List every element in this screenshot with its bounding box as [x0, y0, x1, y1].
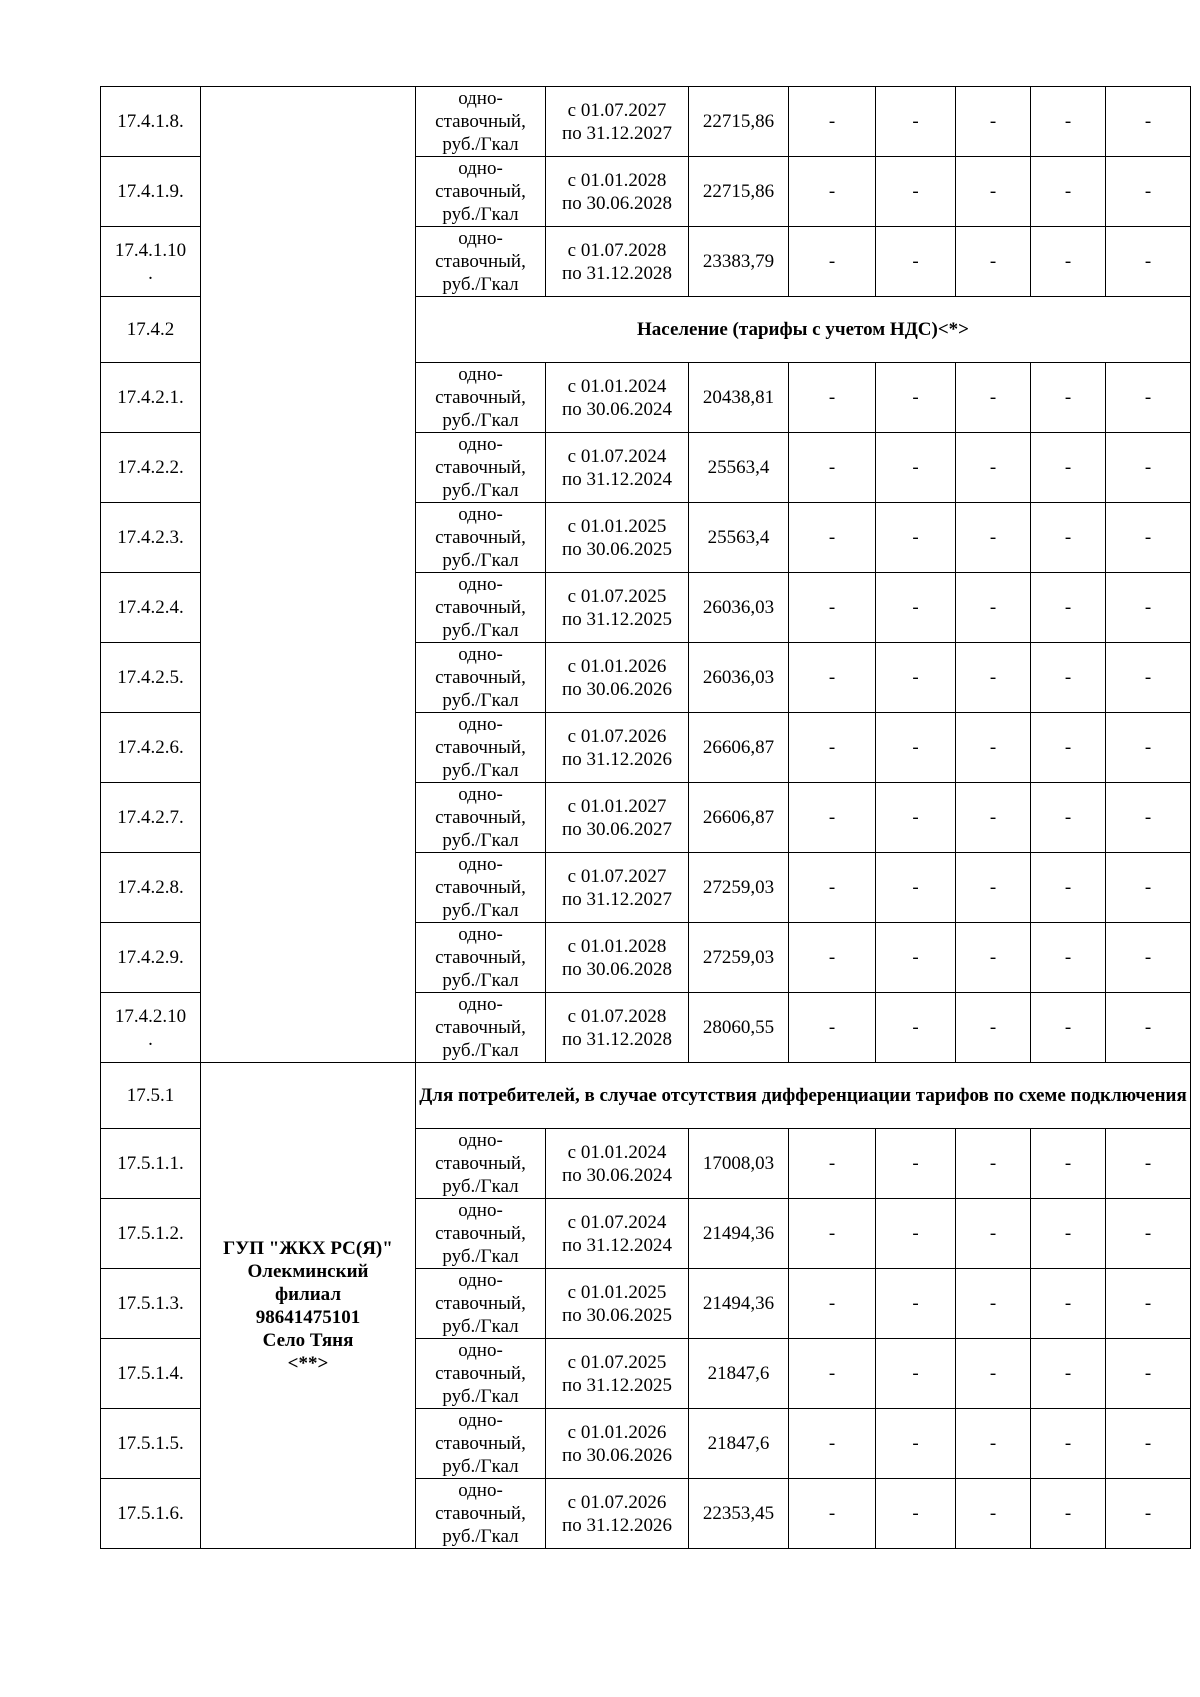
- tariff-type: одно- ставочный, руб./Гкал: [416, 433, 546, 503]
- empty-value-dash: -: [1031, 713, 1106, 783]
- empty-value-dash: -: [1106, 1339, 1191, 1409]
- empty-value-dash: -: [876, 1479, 956, 1549]
- empty-value-dash: -: [1106, 1129, 1191, 1199]
- row-number: 17.5.1.1.: [101, 1129, 201, 1199]
- empty-value-dash: -: [1031, 157, 1106, 227]
- validity-period: с 01.01.2024 по 30.06.2024: [546, 363, 689, 433]
- empty-value-dash: -: [1031, 783, 1106, 853]
- tariff-table-body: [101, 87, 1191, 1549]
- tariff-type: одно- ставочный, руб./Гкал: [416, 363, 546, 433]
- validity-period: с 01.07.2028 по 31.12.2028: [546, 227, 689, 297]
- empty-value-dash: -: [789, 993, 876, 1063]
- tariff-value: 21847,6: [689, 1409, 789, 1479]
- empty-value-dash: -: [1031, 923, 1106, 993]
- empty-value-dash: -: [876, 993, 956, 1063]
- section-title: Для потребителей, в случае отсутствия дифференциации тарифов по схеме подключения: [416, 1063, 1191, 1129]
- empty-value-dash: -: [1106, 1269, 1191, 1339]
- empty-value-dash: -: [1106, 503, 1191, 573]
- tariff-type: одно- ставочный, руб./Гкал: [416, 573, 546, 643]
- validity-period: с 01.01.2024 по 30.06.2024: [546, 1129, 689, 1199]
- empty-value-dash: -: [789, 157, 876, 227]
- section-number: 17.4.2: [101, 297, 201, 363]
- row-number: 17.4.2.8.: [101, 853, 201, 923]
- empty-value-dash: -: [876, 1409, 956, 1479]
- tariff-table: [100, 86, 1191, 1549]
- empty-value-dash: -: [1031, 573, 1106, 643]
- empty-value-dash: -: [956, 783, 1031, 853]
- tariff-type: одно- ставочный, руб./Гкал: [416, 1199, 546, 1269]
- empty-value-dash: -: [1031, 363, 1106, 433]
- tariff-type: одно- ставочный, руб./Гкал: [416, 1129, 546, 1199]
- validity-period: с 01.07.2027 по 31.12.2027: [546, 87, 689, 157]
- row-number: 17.4.2.5.: [101, 643, 201, 713]
- empty-value-dash: -: [1031, 1409, 1106, 1479]
- tariff-type: одно- ставочный, руб./Гкал: [416, 1479, 546, 1549]
- empty-value-dash: -: [876, 1339, 956, 1409]
- validity-period: с 01.01.2028 по 30.06.2028: [546, 923, 689, 993]
- empty-value-dash: -: [876, 783, 956, 853]
- empty-value-dash: -: [956, 227, 1031, 297]
- tariff-value: 26036,03: [689, 643, 789, 713]
- tariff-type: одно- ставочный, руб./Гкал: [416, 713, 546, 783]
- empty-value-dash: -: [1031, 1269, 1106, 1339]
- empty-value-dash: -: [956, 993, 1031, 1063]
- empty-value-dash: -: [876, 227, 956, 297]
- tariff-value: 21494,36: [689, 1199, 789, 1269]
- row-number: 17.4.2.6.: [101, 713, 201, 783]
- tariff-value: 26606,87: [689, 713, 789, 783]
- tariff-value: 28060,55: [689, 993, 789, 1063]
- empty-value-dash: -: [956, 87, 1031, 157]
- empty-value-dash: -: [1106, 923, 1191, 993]
- empty-value-dash: -: [876, 1269, 956, 1339]
- empty-value-dash: -: [876, 363, 956, 433]
- empty-value-dash: -: [876, 573, 956, 643]
- empty-value-dash: -: [1031, 87, 1106, 157]
- empty-value-dash: -: [789, 1129, 876, 1199]
- tariff-type: одно- ставочный, руб./Гкал: [416, 1339, 546, 1409]
- row-number: 17.4.2.2.: [101, 433, 201, 503]
- validity-period: с 01.07.2024 по 31.12.2024: [546, 1199, 689, 1269]
- tariff-value: 21494,36: [689, 1269, 789, 1339]
- tariff-type: одно- ставочный, руб./Гкал: [416, 87, 546, 157]
- validity-period: с 01.07.2026 по 31.12.2026: [546, 713, 689, 783]
- validity-period: с 01.01.2025 по 30.06.2025: [546, 503, 689, 573]
- empty-value-dash: -: [876, 433, 956, 503]
- tariff-value: 20438,81: [689, 363, 789, 433]
- tariff-value: 27259,03: [689, 853, 789, 923]
- empty-value-dash: -: [789, 87, 876, 157]
- tariff-value: 26036,03: [689, 573, 789, 643]
- empty-value-dash: -: [1031, 643, 1106, 713]
- tariff-type: одно- ставочный, руб./Гкал: [416, 783, 546, 853]
- empty-value-dash: -: [876, 643, 956, 713]
- section-number: 17.5.1: [101, 1063, 201, 1129]
- empty-value-dash: -: [876, 1199, 956, 1269]
- empty-value-dash: -: [789, 573, 876, 643]
- empty-value-dash: -: [1031, 1479, 1106, 1549]
- empty-value-dash: -: [956, 1339, 1031, 1409]
- validity-period: с 01.07.2028 по 31.12.2028: [546, 993, 689, 1063]
- organization-name: ГУП "ЖКХ РС(Я)": [223, 1237, 393, 1259]
- tariff-value: 23383,79: [689, 227, 789, 297]
- row-number: 17.5.1.6.: [101, 1479, 201, 1549]
- empty-value-dash: -: [956, 1479, 1031, 1549]
- organization-settlement: Село Тяня: [262, 1329, 354, 1351]
- empty-value-dash: -: [789, 1409, 876, 1479]
- empty-value-dash: -: [1106, 1409, 1191, 1479]
- row-number: 17.5.1.2.: [101, 1199, 201, 1269]
- row-number: 17.5.1.5.: [101, 1409, 201, 1479]
- row-number: 17.4.1.8.: [101, 87, 201, 157]
- validity-period: с 01.07.2024 по 31.12.2024: [546, 433, 689, 503]
- tariff-type: одно- ставочный, руб./Гкал: [416, 227, 546, 297]
- validity-period: с 01.07.2027 по 31.12.2027: [546, 853, 689, 923]
- empty-value-dash: -: [1106, 993, 1191, 1063]
- organization-code: 98641475101: [255, 1306, 361, 1328]
- tariff-value: 22715,86: [689, 157, 789, 227]
- table-row: [101, 87, 1191, 157]
- section-title: Население (тарифы с учетом НДС)<*>: [416, 297, 1191, 363]
- tariff-type: одно- ставочный, руб./Гкал: [416, 1409, 546, 1479]
- row-number: 17.4.2.9.: [101, 923, 201, 993]
- empty-value-dash: -: [1031, 993, 1106, 1063]
- tariff-value: 22353,45: [689, 1479, 789, 1549]
- empty-value-dash: -: [789, 713, 876, 783]
- row-number: 17.4.2.1.: [101, 363, 201, 433]
- empty-value-dash: -: [876, 503, 956, 573]
- empty-value-dash: -: [789, 1479, 876, 1549]
- tariff-value: 25563,4: [689, 503, 789, 573]
- tariff-type: одно- ставочный, руб./Гкал: [416, 1269, 546, 1339]
- empty-value-dash: -: [1106, 363, 1191, 433]
- validity-period: с 01.07.2025 по 31.12.2025: [546, 573, 689, 643]
- empty-value-dash: -: [956, 643, 1031, 713]
- empty-value-dash: -: [876, 157, 956, 227]
- empty-value-dash: -: [789, 1199, 876, 1269]
- row-number: 17.5.1.4.: [101, 1339, 201, 1409]
- tariff-type: одно- ставочный, руб./Гкал: [416, 643, 546, 713]
- row-number: 17.4.1.9.: [101, 157, 201, 227]
- validity-period: с 01.07.2026 по 31.12.2026: [546, 1479, 689, 1549]
- empty-value-dash: -: [1031, 227, 1106, 297]
- tariff-type: одно- ставочный, руб./Гкал: [416, 923, 546, 993]
- tariff-value: 22715,86: [689, 87, 789, 157]
- row-number: 17.4.2.10 .: [101, 993, 201, 1063]
- validity-period: с 01.01.2025 по 30.06.2025: [546, 1269, 689, 1339]
- empty-value-dash: -: [1031, 1339, 1106, 1409]
- empty-value-dash: -: [789, 503, 876, 573]
- empty-value-dash: -: [956, 433, 1031, 503]
- empty-value-dash: -: [789, 1339, 876, 1409]
- empty-value-dash: -: [1031, 1199, 1106, 1269]
- tariff-type: одно- ставочный, руб./Гкал: [416, 503, 546, 573]
- empty-value-dash: -: [1106, 227, 1191, 297]
- row-number: 17.4.2.3.: [101, 503, 201, 573]
- empty-value-dash: -: [876, 923, 956, 993]
- empty-value-dash: -: [876, 1129, 956, 1199]
- empty-value-dash: -: [876, 87, 956, 157]
- empty-value-dash: -: [1106, 1199, 1191, 1269]
- validity-period: с 01.07.2025 по 31.12.2025: [546, 1339, 689, 1409]
- empty-value-dash: -: [956, 853, 1031, 923]
- empty-value-dash: -: [1106, 87, 1191, 157]
- tariff-type: одно- ставочный, руб./Гкал: [416, 993, 546, 1063]
- empty-value-dash: -: [789, 783, 876, 853]
- empty-value-dash: -: [789, 643, 876, 713]
- empty-value-dash: -: [789, 1269, 876, 1339]
- section-header-row: [101, 1063, 1191, 1129]
- empty-value-dash: -: [789, 363, 876, 433]
- empty-value-dash: -: [1106, 157, 1191, 227]
- empty-value-dash: -: [956, 1199, 1031, 1269]
- empty-value-dash: -: [956, 1129, 1031, 1199]
- empty-value-dash: -: [1031, 853, 1106, 923]
- tariff-value: 27259,03: [689, 923, 789, 993]
- tariff-value: 25563,4: [689, 433, 789, 503]
- empty-value-dash: -: [1106, 643, 1191, 713]
- validity-period: с 01.01.2027 по 30.06.2027: [546, 783, 689, 853]
- empty-value-dash: -: [789, 227, 876, 297]
- empty-value-dash: -: [789, 923, 876, 993]
- empty-value-dash: -: [956, 157, 1031, 227]
- empty-value-dash: -: [789, 853, 876, 923]
- tariff-value: 17008,03: [689, 1129, 789, 1199]
- row-number: 17.4.1.10 .: [101, 227, 201, 297]
- row-number: 17.5.1.3.: [101, 1269, 201, 1339]
- validity-period: с 01.01.2026 по 30.06.2026: [546, 1409, 689, 1479]
- empty-value-dash: -: [1031, 503, 1106, 573]
- row-number: 17.4.2.4.: [101, 573, 201, 643]
- empty-value-dash: -: [956, 363, 1031, 433]
- organization-cell-empty: [201, 87, 416, 1063]
- empty-value-dash: -: [1031, 1129, 1106, 1199]
- tariff-type: одно- ставочный, руб./Гкал: [416, 853, 546, 923]
- validity-period: с 01.01.2028 по 30.06.2028: [546, 157, 689, 227]
- empty-value-dash: -: [1106, 1479, 1191, 1549]
- empty-value-dash: -: [1106, 713, 1191, 783]
- empty-value-dash: -: [876, 853, 956, 923]
- empty-value-dash: -: [956, 1409, 1031, 1479]
- empty-value-dash: -: [956, 1269, 1031, 1339]
- organization-branch-word: филиал: [274, 1283, 342, 1305]
- tariff-type: одно- ставочный, руб./Гкал: [416, 157, 546, 227]
- empty-value-dash: -: [1106, 783, 1191, 853]
- row-number: 17.4.2.7.: [101, 783, 201, 853]
- validity-period: с 01.01.2026 по 30.06.2026: [546, 643, 689, 713]
- empty-value-dash: -: [1031, 433, 1106, 503]
- empty-value-dash: -: [956, 573, 1031, 643]
- tariff-value: 26606,87: [689, 783, 789, 853]
- empty-value-dash: -: [1106, 573, 1191, 643]
- organization-branch: Олекминский: [247, 1260, 369, 1282]
- empty-value-dash: -: [956, 503, 1031, 573]
- empty-value-dash: -: [789, 433, 876, 503]
- empty-value-dash: -: [1106, 433, 1191, 503]
- empty-value-dash: -: [956, 923, 1031, 993]
- empty-value-dash: -: [1106, 853, 1191, 923]
- empty-value-dash: -: [956, 713, 1031, 783]
- organization-mark: <**>: [287, 1352, 329, 1374]
- empty-value-dash: -: [876, 713, 956, 783]
- tariff-value: 21847,6: [689, 1339, 789, 1409]
- organization-cell: [201, 1063, 416, 1549]
